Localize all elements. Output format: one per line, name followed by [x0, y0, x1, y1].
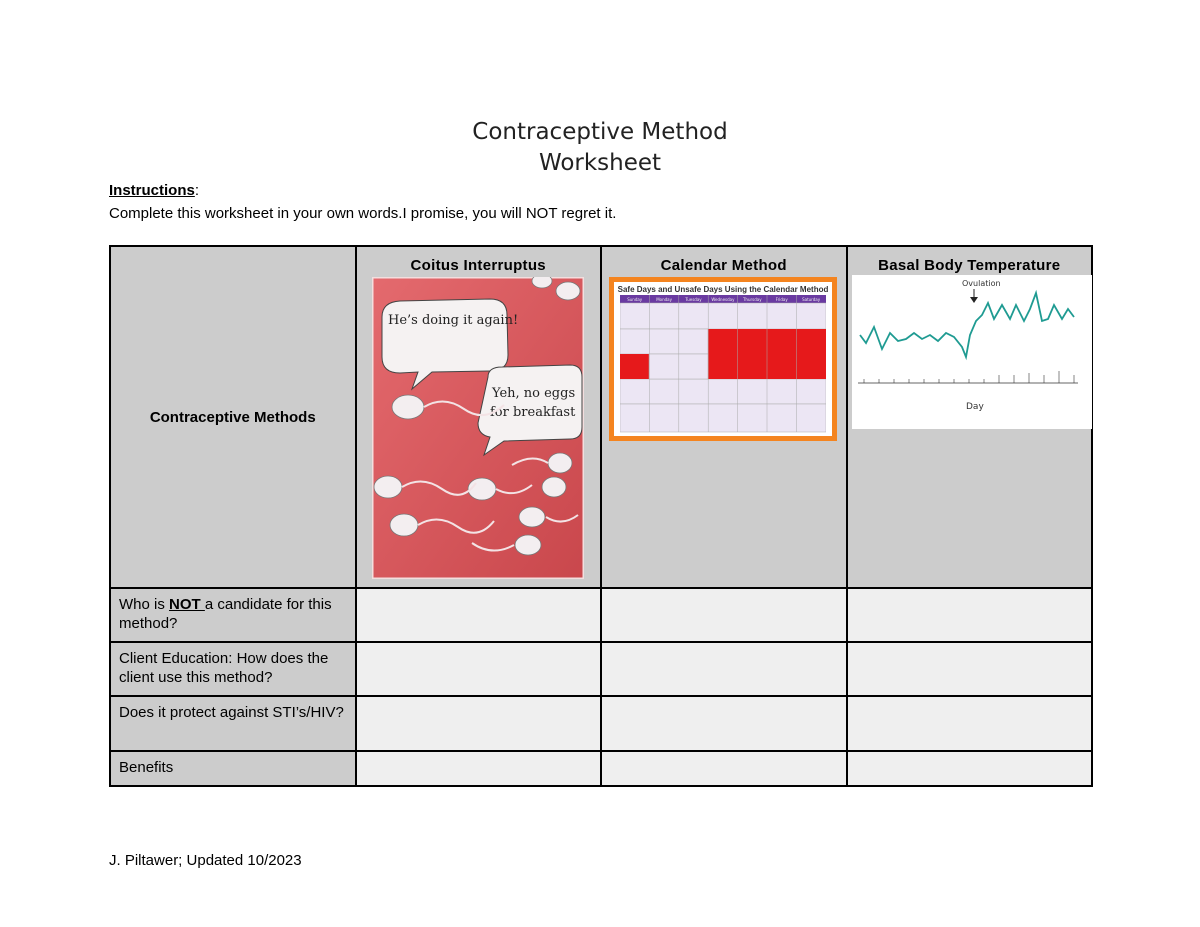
row-header-label: Contraceptive Methods — [149, 408, 316, 426]
svg-text:Tuesday: Tuesday — [685, 297, 702, 302]
bbt-xlabel: Day — [965, 402, 984, 412]
instructions-colon: : — [194, 182, 200, 199]
bubble-text-1: He’s doing it again! — [387, 313, 518, 328]
column-title-calendar: Calendar Method — [660, 257, 787, 274]
svg-text:Friday: Friday — [775, 297, 788, 302]
answer-cell[interactable] — [847, 642, 1093, 696]
answer-cell[interactable] — [356, 642, 602, 696]
svg-text:Wednesday: Wednesday — [711, 297, 735, 302]
answer-cell[interactable] — [356, 696, 602, 751]
bbt-annotation: Ovulation — [961, 279, 1001, 288]
instructions-label: Instructions — [109, 182, 195, 199]
answer-cell[interactable] — [601, 642, 847, 696]
svg-text:Saturday: Saturday — [802, 297, 821, 302]
answer-cell[interactable] — [601, 588, 847, 642]
bubble-text-2b: for breakfast — [489, 405, 575, 420]
answer-cell[interactable] — [847, 588, 1093, 642]
answer-cell[interactable] — [847, 696, 1093, 751]
worksheet-table — [109, 245, 1093, 787]
column-coitus-interruptus — [356, 246, 602, 588]
column-calendar-method — [601, 246, 847, 588]
svg-text:Thursday: Thursday — [742, 297, 762, 302]
not-emphasis: NOT — [169, 596, 205, 613]
title-line-2: Worksheet — [538, 150, 662, 176]
answer-cell[interactable] — [356, 751, 602, 786]
bbt-chart-image — [852, 275, 1092, 429]
title-line-1: Contraceptive Method — [472, 119, 728, 145]
calendar-image-title: Safe Days and Unsafe Days Using the Calendar Method — [617, 285, 829, 294]
answer-cell[interactable] — [356, 588, 602, 642]
answer-cell[interactable] — [601, 751, 847, 786]
column-basal-body-temperature — [847, 246, 1093, 588]
row-header-cell — [110, 246, 356, 588]
row-label-candidate: Who is NOT a candidate for this method? — [110, 588, 356, 642]
row-label-client-education: Client Education: How does the client use this method? — [110, 642, 356, 696]
document-title — [0, 117, 1200, 179]
footer-text: J. Piltawer; Updated 10/2023 — [109, 852, 302, 869]
answer-cell[interactable] — [847, 751, 1093, 786]
calendar-image — [609, 277, 837, 441]
row-label-sti-protection: Does it protect against STI’s/HIV? — [110, 696, 356, 751]
svg-text:Monday: Monday — [656, 297, 672, 302]
answer-cell[interactable] — [601, 696, 847, 751]
instructions-heading — [109, 182, 199, 199]
calendar-grid — [620, 295, 826, 435]
bubble-text-2a: Yeh, no eggs — [491, 386, 575, 401]
column-title-bbt: Basal Body Temperature — [878, 257, 1061, 274]
column-title-coitus: Coitus Interruptus — [410, 257, 546, 274]
svg-text:Sunday: Sunday — [627, 297, 643, 302]
row-label-benefits: Benefits — [110, 751, 356, 786]
cartoon-image — [372, 277, 584, 579]
instructions-text: Complete this worksheet in your own words.I promise, you will NOT regret it. — [109, 205, 617, 222]
